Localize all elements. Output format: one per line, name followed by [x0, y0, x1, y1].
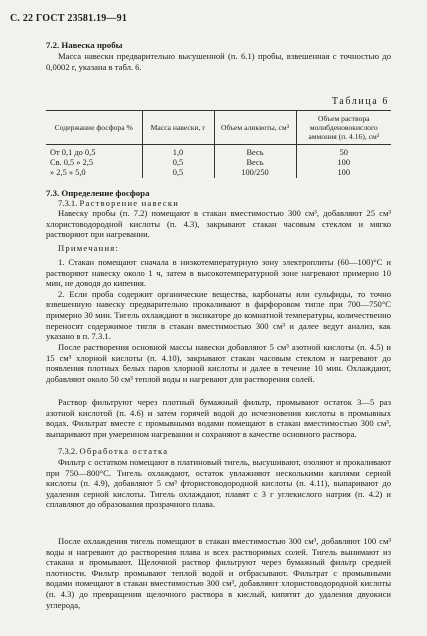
table-cell: От 0,1 до 0,5 [50, 148, 96, 157]
paragraph-after-cooling: После охлаждения тигель помещают в стакан вместимостью 300 см³, добавляют 100 см³ воды и нагревают до растворения плава и всех растворимых солей. Тигель вынимают из стакана и промывают. Щелочной раствор фильтруют через бумажный фильтр средней плотности. Фильтр промывают теплой водой и отбрасывают. Фильтрат с промывными водами помещают в стакан вместимостью 300 см³, добавляют хлористоводородной кислоты (п. 4.3) до превращения щелочного раствора в кислый, кипятят до удаления двуокиси углерода, [46, 536, 391, 610]
table-cell: 50 [296, 145, 391, 159]
note-1: 1. Стакан помещают сначала в низкотемпературную зону электроплиты (60—100)°С и растворяют навеску около 1 ч, затем в высокотемпературной зоне нагревают примерно 10 мин, не доводя до кипения. [46, 257, 391, 289]
table-header-cell: Содержание фосфора % [46, 111, 142, 145]
subsection-title: Растворение навески [79, 198, 180, 208]
subsection-number: 7.3.2. [58, 446, 78, 456]
table-cell: » 2,5 » 5,0 [50, 168, 86, 177]
table-cell: Св. 0,5 » 2,5 [50, 158, 94, 167]
table-cell: 0,5 [142, 168, 214, 178]
subsection-heading-7-3-2 [58, 446, 391, 457]
notes-list [46, 257, 391, 342]
table-header-cell: Масса навески, г [142, 111, 214, 145]
table-caption: Таблица 6 [331, 96, 389, 107]
table-cell: 100/250 [214, 168, 296, 178]
table-header-row [46, 111, 391, 145]
section-heading-7-3: 7.3. Определение фосфора [46, 188, 150, 198]
paragraph-filtration: Раствор фильтруют через плотный бумажный фильтр, промывают остаток 3—5 раз азотной кислотой (п. 4.6) и затем горячей водой до исчезновения кислоты в промывных водах. Фильтрат вместе с промывными водами помещают в стакан вместимостью 300 см³, выпаривают при умеренном нагревании и сохраняют в качестве основного раствора. [46, 397, 391, 439]
table-header-cell: Объем раствора молибденовокислого аммония (п. 4.16), см³ [296, 111, 391, 145]
subsection-title: Обработка остатка [79, 446, 169, 456]
table-header-cell: Объем аликвоты, см³ [214, 111, 296, 145]
data-table [46, 110, 391, 178]
paragraph-after-dissolution: После растворения основной массы навески добавляют 5 см³ азотной кислоты (п. 4.5) и 15 см³ хлорной кислоты (п. 4.10), закрывают стакан часовым стеклом и нагревают до появления плотных белых паров хлорной кислоты и далее в течение 10 мин. Охлаждают, добавляют около 50 см³ теплой воды и нагревают для растворения солей. [46, 342, 391, 384]
table-row [46, 158, 391, 168]
subsection-heading-7-3-1 [58, 198, 391, 209]
page-header: С. 22 ГОСТ 23581.19—91 [10, 13, 128, 24]
paragraph-residue-treatment: Фильтр с остатком помещают в платиновый тигель, высушивают, озоляют и прокаливают при 750—800°С. Тигель охлаждают, остаток увлажняют несколькими каплями серной кислоты (п. 4.9), добавляют 5 см³ фтористоводородной кислоты (п. 4.11), выпаривают до удаления серной кислоты. Тигель охлаждают, плавят с 3 г углекислого натрия (п. 4.2) и сплавляют до образования прозрачного плава. [46, 457, 391, 510]
table-row [46, 168, 391, 178]
section-heading-7-2: 7.2. Навеска пробы [46, 40, 123, 50]
table-cell: Весь [214, 145, 296, 159]
table-cell: 0,5 [142, 158, 214, 168]
table-cell: 100 [296, 168, 391, 178]
table-cell: 100 [296, 158, 391, 168]
table-row [46, 145, 391, 159]
note-2: 2. Если проба содержит органические вещества, карбонаты или сульфиды, то точно взвешенную навеску предварительно прокаливают в фарфоровом тигле при 700—750°С примерно 30 мин. Тигель охлаждают в эксикаторе до комнатной температуры, количественно переносят содержимое тигля в стакан вместимостью 300 см³ и далее ведут анализ, как указано в п. 7.3.1. [46, 288, 391, 342]
notes-title-text: Примечания: [58, 243, 120, 253]
paragraph-dissolution: Навеску пробы (п. 7.2) помещают в стакан вместимостью 300 см³, добавляют 25 см³ хлористоводородной кислоты (п. 4.3), закрывают стакан часовым стеклом и мягко растворяют при нагревании. [46, 208, 391, 240]
table-cell: Весь [214, 158, 296, 168]
notes-title [46, 243, 391, 254]
table-cell: 1,0 [142, 145, 214, 159]
paragraph-7-2: Масса навески предварительно высушенной (п. 6.1) пробы, взвешенная с точностью до 0,0002 г, указана в табл. 6. [46, 51, 391, 72]
subsection-number: 7.3.1. [58, 198, 78, 208]
